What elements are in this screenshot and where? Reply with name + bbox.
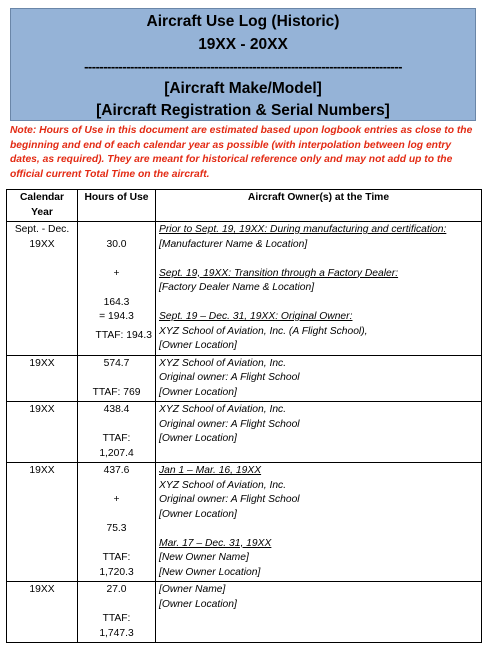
- owner-line: XYZ School of Aviation, Inc.: [159, 479, 287, 491]
- hours-plus: +: [113, 267, 120, 279]
- hours-cell: [78, 402, 156, 463]
- ttaf-label: TTAF:: [102, 552, 131, 563]
- owner-line: [Owner Name]: [159, 584, 226, 595]
- table-row: [7, 355, 482, 402]
- ttaf-value: 1,747.3: [99, 627, 134, 639]
- owner-line: [Owner Location]: [159, 386, 237, 398]
- owner-line: [Owner Location]: [159, 598, 237, 610]
- owners-cell: [156, 402, 482, 463]
- table-row: [7, 463, 482, 582]
- ttaf-value: TTAF: 194.3: [95, 329, 152, 341]
- owner-period: Jan 1 – Mar. 16, 19XX: [159, 465, 262, 476]
- table-row: [7, 402, 482, 463]
- ttaf-value: TTAF: 769: [92, 386, 141, 398]
- hours-value: 164.3: [103, 296, 130, 308]
- hours-value: 437.6: [103, 465, 130, 476]
- hours-value: 438.4: [103, 404, 130, 415]
- owners-cell: [156, 222, 482, 356]
- owner-line: XYZ School of Aviation, Inc. (A Flight School),: [159, 325, 368, 337]
- owner-line: [New Owner Location]: [159, 566, 261, 578]
- owner-period: Prior to Sept. 19, 19XX: During manufacturing and certification:: [159, 224, 447, 235]
- hours-value: 574.7: [103, 357, 130, 369]
- owners-cell: [156, 355, 482, 402]
- hours-plus: +: [113, 494, 120, 505]
- owner-period: Sept. 19 – Dec. 31, 19XX: Original Owner:: [159, 311, 353, 322]
- owner-line: [Owner Location]: [159, 508, 237, 520]
- column-header-owners: Aircraft Owner(s) at the Time: [156, 190, 482, 222]
- owner-period: Mar. 17 – Dec. 31, 19XX: [159, 537, 272, 549]
- owner-line: Original owner: A Flight School: [159, 372, 300, 383]
- owner-line: [Owner Location]: [159, 433, 237, 444]
- table-row: [7, 222, 482, 356]
- ttaf-label: TTAF:: [102, 433, 131, 444]
- header-divider: -----------------------------------------------------------------------------------: [84, 59, 402, 74]
- hours-cell: [78, 355, 156, 402]
- aircraft-make-model: [Aircraft Make/Model]: [164, 80, 322, 97]
- hours-cell: [78, 463, 156, 582]
- owner-line: [Manufacturer Name & Location]: [159, 238, 308, 250]
- document-title: Aircraft Use Log (Historic): [146, 13, 340, 30]
- owner-line: XYZ School of Aviation, Inc.: [159, 357, 287, 369]
- owners-cell: [156, 582, 482, 643]
- hours-value: 30.0: [106, 238, 127, 250]
- owner-line: Original owner: A Flight School: [159, 418, 300, 430]
- owner-period: Sept. 19, 19XX: Transition through a Factory Dealer:: [159, 267, 399, 279]
- year-cell: 19XX: [7, 582, 78, 643]
- owners-cell: [156, 463, 482, 582]
- year-cell: 19XX: [7, 463, 78, 582]
- year-cell: 19XX: [7, 355, 78, 402]
- owner-line: [New Owner Name]: [159, 552, 249, 563]
- owner-line: [Owner Location]: [159, 340, 237, 351]
- table-row: [7, 582, 482, 643]
- year-cell: 19XX: [7, 402, 78, 463]
- ttaf-value: 1,720.3: [99, 566, 134, 578]
- aircraft-registration: [Aircraft Registration & Serial Numbers]: [96, 102, 390, 119]
- document-header: [10, 8, 476, 121]
- column-header-hours: Hours of Use: [78, 190, 156, 222]
- hours-value: 27.0: [106, 584, 127, 595]
- table-header-row: [7, 190, 482, 222]
- owner-line: XYZ School of Aviation, Inc.: [159, 404, 287, 415]
- hours-sum: = 194.3: [99, 311, 134, 322]
- ttaf-label: TTAF:: [102, 613, 131, 624]
- hours-cell: [78, 582, 156, 643]
- disclaimer-note: Note: Hours of Use in this document are estimated based upon logbook entries as close to the beginning and end of each calendar year as possible (with interpolation between log entry dates, as required). They are meant for historical reference only and may not add up to the official current Total Time on the aircraft.: [10, 125, 473, 180]
- hours-value: 75.3: [106, 523, 127, 534]
- year-cell: Sept. - Dec. 19XX: [7, 222, 78, 356]
- ttaf-value: 1,207.4: [99, 447, 134, 459]
- use-log-table: [6, 189, 482, 643]
- owner-line: [Factory Dealer Name & Location]: [159, 282, 315, 293]
- year-range: 19XX - 20XX: [198, 36, 288, 53]
- hours-cell: [78, 222, 156, 356]
- column-header-year: Calendar Year: [7, 190, 78, 222]
- owner-line: Original owner: A Flight School: [159, 494, 300, 505]
